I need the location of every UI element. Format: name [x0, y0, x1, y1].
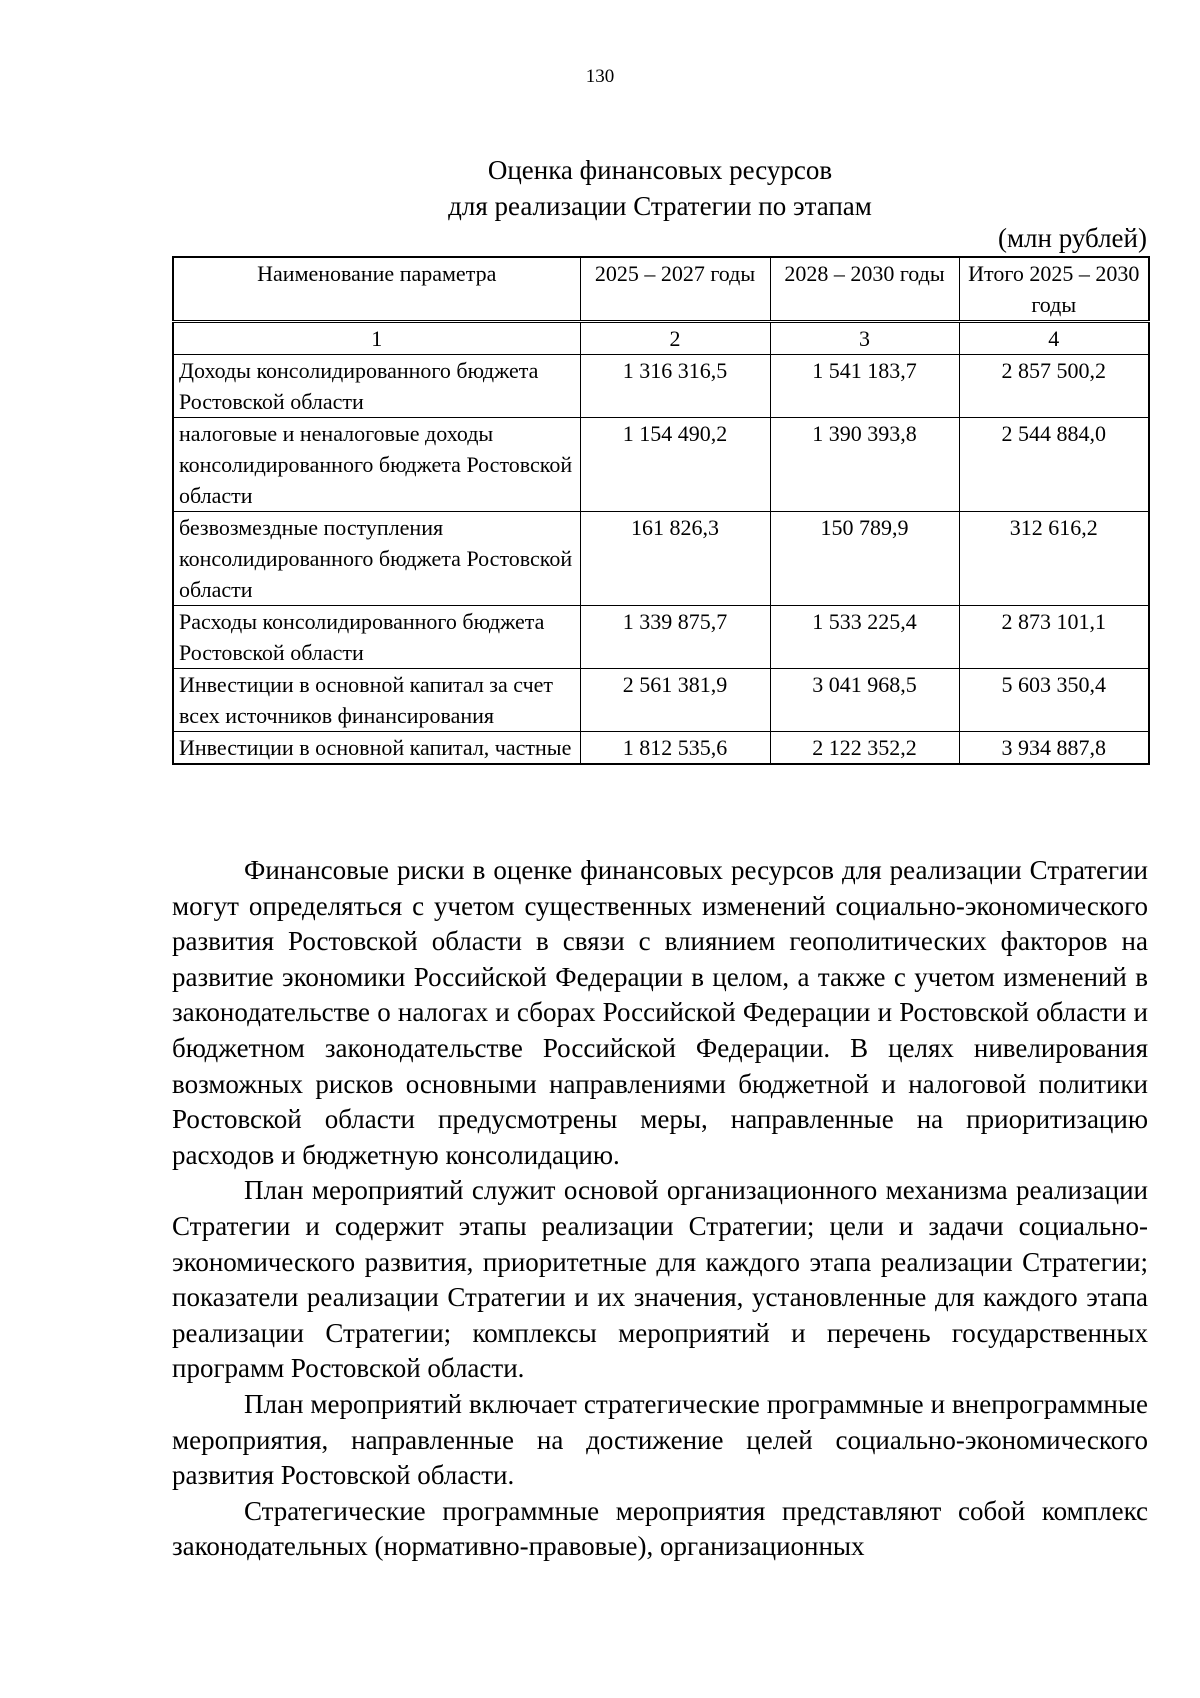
table-header-row — [173, 257, 1149, 322]
column-number: 2 — [580, 322, 770, 355]
row-value: 1 339 875,7 — [580, 606, 770, 669]
header-parameter-name: Наименование параметра — [173, 257, 580, 322]
row-name: Доходы консолидированного бюджета Ростовской области — [173, 355, 580, 418]
header-2025-2027: 2025 – 2027 годы — [580, 257, 770, 322]
table-row — [173, 355, 1149, 418]
page-number: 130 — [585, 66, 615, 87]
column-number: 1 — [173, 322, 580, 355]
row-value: 2 857 500,2 — [959, 355, 1149, 418]
row-value: 2 544 884,0 — [959, 418, 1149, 512]
row-value: 161 826,3 — [580, 512, 770, 606]
table-title-line-1: Оценка финансовых ресурсов — [487, 155, 833, 185]
table-row — [173, 418, 1149, 512]
row-value: 2 122 352,2 — [770, 732, 959, 765]
row-value: 1 812 535,6 — [580, 732, 770, 765]
column-number: 3 — [770, 322, 959, 355]
row-value: 1 390 393,8 — [770, 418, 959, 512]
row-value: 150 789,9 — [770, 512, 959, 606]
row-name: безвозмездные поступления консолидированного бюджета Ростовской области — [173, 512, 580, 606]
row-value: 312 616,2 — [959, 512, 1149, 606]
header-2028-2030: 2028 – 2030 годы — [770, 257, 959, 322]
row-value: 3 041 968,5 — [770, 669, 959, 732]
row-name: Инвестиции в основной капитал за счет всех источников финансирования — [173, 669, 580, 732]
row-name: Расходы консолидированного бюджета Ростовской области — [173, 606, 580, 669]
row-value: 1 316 316,5 — [580, 355, 770, 418]
table-row — [173, 669, 1149, 732]
paragraph-strategic-measures: Стратегические программные мероприятия представляют собой комплекс законодательных (нормативно-правовые), организационных — [172, 1495, 1148, 1562]
unit-label: (млн рублей) — [997, 223, 1147, 253]
row-name: Инвестиции в основной капитал, частные — [173, 732, 580, 765]
row-value: 2 873 101,1 — [959, 606, 1149, 669]
column-number: 4 — [959, 322, 1149, 355]
row-value: 1 533 225,4 — [770, 606, 959, 669]
body-text — [172, 853, 1148, 1565]
column-number-row — [173, 322, 1149, 355]
row-name: налоговые и неналоговые доходы консолидированного бюджета Ростовской области — [173, 418, 580, 512]
row-value: 3 934 887,8 — [959, 732, 1149, 765]
row-value: 5 603 350,4 — [959, 669, 1149, 732]
table-row — [173, 732, 1149, 765]
header-total: Итого 2025 – 2030 годы — [959, 257, 1149, 322]
paragraph-plan-includes: План мероприятий включает стратегические программные и внепрограммные мероприятия, направленные на достижение целей социально-экономического развития Ростовской области. — [172, 1388, 1148, 1491]
table-row — [173, 512, 1149, 606]
table-title-line-2: для реализации Стратегии по этапам — [448, 191, 872, 221]
row-value: 2 561 381,9 — [580, 669, 770, 732]
row-value: 1 154 490,2 — [580, 418, 770, 512]
table-row — [173, 606, 1149, 669]
row-value: 1 541 183,7 — [770, 355, 959, 418]
table-title — [172, 152, 1148, 224]
paragraph-financial-risks: Финансовые риски в оценке финансовых ресурсов для реализации Стратегии могут определяться с учетом существенных изменений социально-экономического развития Ростовской области в связи с влиянием геополитических факторов на развитие экономики Российской Федерации в целом, а также с учетом изменений в законодательстве о налогах и сборах Российской Федерации и Ростовской области и бюджетном законодательстве Российской Федерации. В целях нивелирования возможных рисков основными направлениями бюджетной и налоговой политики Ростовской области предусмотрены меры, направленные на приоритизацию расходов и бюджетную консолидацию. — [172, 855, 1148, 1170]
financial-resources-table — [172, 256, 1150, 765]
paragraph-action-plan: План мероприятий служит основой организационного механизма реализации Стратегии и содержит этапы реализации Стратегии; цели и задачи социально-экономического развития, приоритетные для каждого этапа реализации Стратегии; показатели реализации Стратегии и их значения, установленные для каждого этапа реализации Стратегии; комплексы мероприятий и перечень государственных программ Ростовской области. — [172, 1175, 1148, 1384]
